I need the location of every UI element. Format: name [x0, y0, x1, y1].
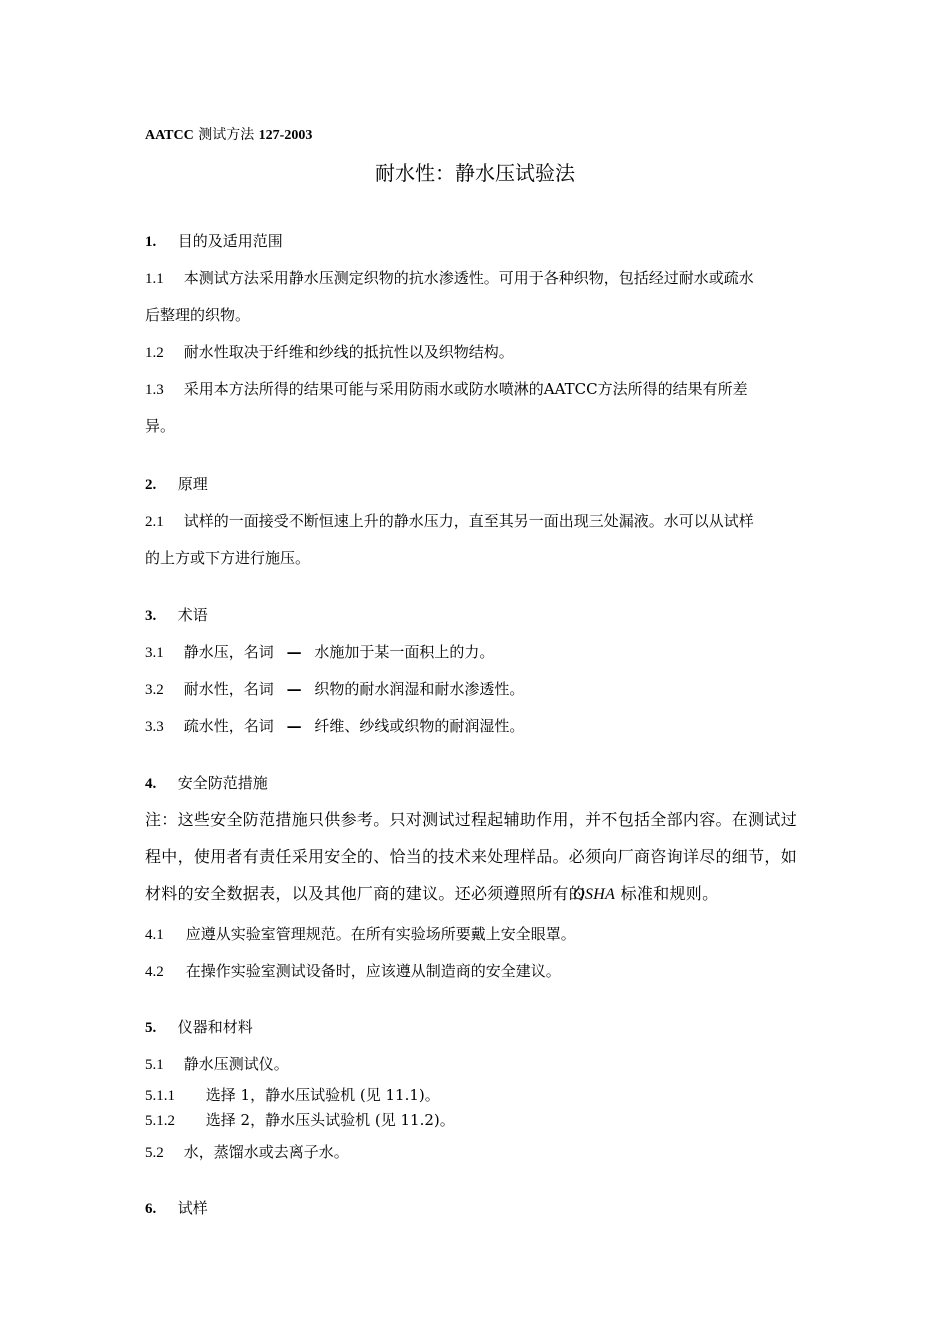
- item-number: 4.1: [145, 927, 164, 943]
- page-title: 耐水性：静水压试验法: [375, 161, 575, 185]
- section-number: 6.: [145, 1201, 157, 1217]
- item-number: 2.1: [145, 514, 164, 530]
- safety-note-line-1: 注：这些安全防范措施只供参考。只对测试过程起辅助作用，并不包括全部内容。在测试过: [145, 810, 798, 829]
- item-number: 1.2: [145, 345, 164, 361]
- item-text: 静水压测试仪。: [183, 1055, 289, 1073]
- item-text: 应遵从实验室管理规范。在所有实验场所要戴上安全眼罩。: [185, 925, 576, 943]
- item-2-1-continued: 的上方或下方进行施压。: [145, 549, 311, 567]
- item-number: 5.1.2: [145, 1113, 175, 1129]
- section-5-heading: [145, 1017, 253, 1038]
- definition: 织物的耐水润湿和耐水渗透性。: [314, 680, 525, 698]
- section-title: 安全防范措施: [177, 774, 268, 792]
- section-3-heading: [145, 605, 208, 626]
- item-text: 采用本方法所得的结果可能与采用防雨水或防水喷淋的AATCC方法所得的结果有所差: [183, 380, 748, 398]
- definition: 纤维、纱线或织物的耐润湿性。: [314, 717, 525, 735]
- item-text: 本测试方法采用静水压测定织物的抗水渗透性。可用于各种织物，包括经过耐水或疏水: [183, 269, 754, 287]
- term: 耐水性，名词: [183, 680, 274, 698]
- item-number: 1.3: [145, 382, 164, 398]
- safety-note-line-2: 程中，使用者有责任采用安全的、恰当的技术来处理样品。必须向厂商咨询详尽的细节，如: [145, 847, 798, 866]
- item-text: 选择 1，静水压试验机 (见 11.1)。: [205, 1086, 440, 1104]
- item-text: 在操作实验室测试设备时，应该遵从制造商的安全建议。: [185, 962, 561, 980]
- item-text: 选择 2，静水压头试验机 (见 11.2)。: [205, 1111, 455, 1129]
- section-title: 目的及适用范围: [177, 232, 283, 250]
- section-2-heading: [145, 474, 208, 495]
- section-4-heading: [145, 773, 268, 794]
- item-number: 5.1.1: [145, 1088, 175, 1104]
- item-number: 3.1: [145, 645, 164, 661]
- method-label: 测试方法: [198, 127, 255, 143]
- item-1-1: [145, 268, 754, 289]
- item-5-1: [145, 1054, 289, 1075]
- em-dash: —: [286, 680, 302, 698]
- section-number: 4.: [145, 776, 157, 792]
- safety-note-line-3: [145, 883, 718, 906]
- item-3-3: [145, 716, 524, 737]
- section-1-heading: [145, 231, 283, 252]
- item-3-1: [145, 642, 494, 663]
- section-6-heading: [145, 1198, 208, 1219]
- note-text: 材料的安全数据表，以及其他厂商的建议。还必须遵照所有的: [145, 884, 586, 903]
- item-2-1: [145, 511, 754, 532]
- item-text: 试样的一面接受不断恒速上升的静水压力，直至其另一面出现三处漏液。水可以从试样: [183, 512, 754, 530]
- section-title: 原理: [177, 475, 208, 493]
- item-5-1-2: [145, 1110, 455, 1131]
- item-number: 5.1: [145, 1057, 164, 1073]
- item-1-3: [145, 379, 748, 400]
- item-number: 1.1: [145, 271, 164, 287]
- item-number: 5.2: [145, 1145, 164, 1161]
- section-number: 2.: [145, 477, 157, 493]
- item-text: 水，蒸馏水或去离子水。: [183, 1143, 349, 1161]
- item-3-2: [145, 679, 524, 700]
- em-dash: —: [286, 717, 302, 735]
- section-title: 仪器和材料: [177, 1018, 253, 1036]
- term: 静水压，名词: [183, 643, 274, 661]
- item-5-1-1: [145, 1085, 440, 1106]
- item-1-1-continued: 后整理的织物。: [145, 306, 251, 324]
- em-dash: —: [286, 643, 302, 661]
- item-text: 耐水性取决于纤维和纱线的抵抗性以及织物结构。: [183, 343, 514, 361]
- item-5-2: [145, 1142, 349, 1163]
- definition: 水施加于某一面积上的力。: [314, 643, 495, 661]
- section-number: 1.: [145, 234, 157, 250]
- note-text: 标准和规则。: [620, 884, 719, 903]
- osha-label: OSHA: [573, 886, 616, 903]
- item-number: 3.2: [145, 682, 164, 698]
- method-code: 127-2003: [258, 128, 313, 143]
- item-1-2: [145, 342, 514, 363]
- section-title: 术语: [177, 606, 208, 624]
- item-4-1: [145, 924, 576, 945]
- section-number: 5.: [145, 1020, 157, 1036]
- section-title: 试样: [177, 1199, 208, 1217]
- term: 疏水性，名词: [183, 717, 274, 735]
- standard-name: AATCC: [145, 128, 194, 143]
- document-id: [145, 125, 312, 146]
- item-1-3-continued: 异。: [145, 417, 176, 435]
- item-4-2: [145, 961, 561, 982]
- item-number: 3.3: [145, 719, 164, 735]
- section-number: 3.: [145, 608, 157, 624]
- item-number: 4.2: [145, 964, 164, 980]
